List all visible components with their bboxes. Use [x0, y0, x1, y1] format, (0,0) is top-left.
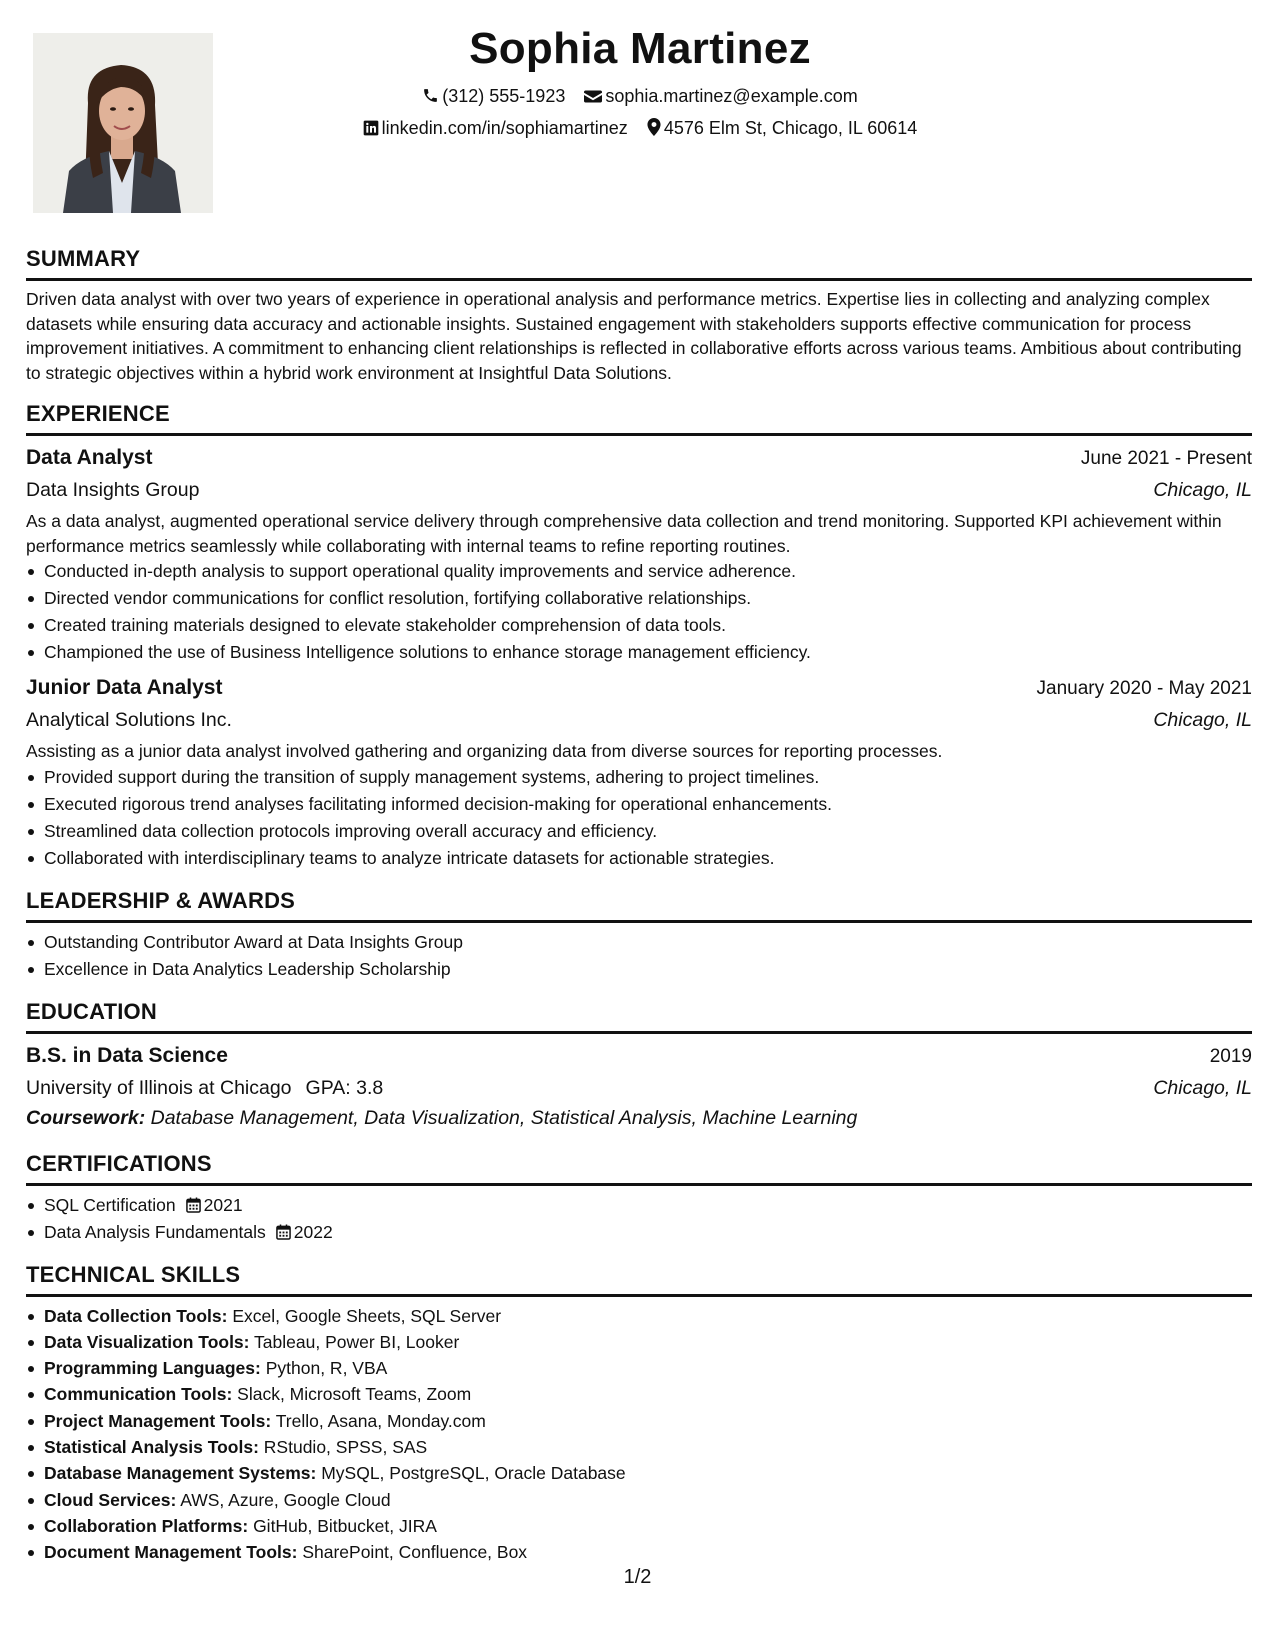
skill-label: Programming Languages:: [44, 1358, 261, 1379]
coursework-label: Coursework:: [26, 1106, 146, 1129]
experience-section: [26, 395, 1252, 872]
profile-photo: [33, 33, 213, 213]
list-item: Streamlined data collection protocols improving overall accuracy and efficiency.: [44, 818, 1252, 845]
list-item: [44, 1303, 1252, 1329]
certification-name: Data Analysis Fundamentals: [44, 1221, 266, 1242]
skill-value: AWS, Azure, Google Cloud: [180, 1489, 391, 1510]
coursework: [26, 1103, 1252, 1133]
skill-value: RStudio, SPSS, SAS: [263, 1436, 428, 1457]
leadership-section: [26, 882, 1252, 983]
skills-list: [26, 1303, 1252, 1566]
job-bullets: [26, 558, 1252, 666]
job-title: Junior Data Analyst: [26, 676, 223, 699]
summary-section: [26, 240, 1252, 385]
gpa: GPA: 3.8: [305, 1076, 384, 1099]
certification-name: SQL Certification: [44, 1194, 176, 1215]
phone-contact: [422, 80, 565, 112]
skill-label: Database Management Systems:: [44, 1463, 317, 1484]
school-line: [26, 1073, 1252, 1103]
certification-year-text: 2021: [203, 1194, 243, 1215]
list-item: [44, 1192, 1252, 1219]
job-header: [26, 442, 1252, 475]
list-item: [44, 1329, 1252, 1355]
skill-value: Excel, Google Sheets, SQL Server: [232, 1305, 502, 1326]
envelope-icon: [584, 89, 602, 104]
job-title: Data Analyst: [26, 446, 153, 469]
section-title: EDUCATION: [26, 993, 1252, 1034]
list-item: Provided support during the transition of supply management systems, adhering to project timelines.: [44, 764, 1252, 791]
street-address: 4576 Elm St, Chicago, IL 60614: [663, 118, 918, 138]
section-title: SUMMARY: [26, 240, 1252, 281]
job-description: Assisting as a junior data analyst involved gathering and organizing data from diverse sources for reporting processes.: [26, 741, 943, 761]
list-item: [44, 1355, 1252, 1381]
job-subheader: [26, 475, 1252, 505]
phone-icon: [422, 87, 439, 104]
page-number: 1/2: [623, 1566, 652, 1588]
skill-label: Communication Tools:: [44, 1384, 233, 1405]
job-company: Analytical Solutions Inc.: [26, 709, 232, 731]
job-header: [26, 672, 1252, 705]
address-contact: [647, 112, 918, 144]
skill-label: Collaboration Platforms:: [44, 1515, 249, 1536]
section-title: LEADERSHIP & AWARDS: [26, 882, 1252, 923]
skill-label: Data Collection Tools:: [44, 1305, 228, 1326]
email-contact: [584, 80, 857, 112]
awards-list: [26, 929, 1252, 983]
graduation-year: 2019: [1209, 1045, 1252, 1067]
job-subheader: [26, 705, 1252, 735]
contact-line-1: [240, 80, 1040, 112]
section-title: EXPERIENCE: [26, 395, 1252, 436]
skill-value: Tableau, Power BI, Looker: [254, 1331, 460, 1352]
list-item: [44, 1219, 1252, 1246]
linkedin-icon: [363, 120, 379, 136]
job-location: Chicago, IL: [1153, 479, 1252, 501]
linkedin-contact: [363, 112, 628, 144]
certification-year: [266, 1222, 333, 1242]
skill-value: Slack, Microsoft Teams, Zoom: [237, 1384, 472, 1405]
section-title: CERTIFICATIONS: [26, 1145, 1252, 1186]
job-bullets: [26, 764, 1252, 872]
skills-section: [26, 1256, 1252, 1566]
list-item: [44, 1539, 1252, 1565]
calendar-icon: [186, 1197, 201, 1213]
skill-value: SharePoint, Confluence, Box: [302, 1542, 528, 1563]
list-item: Outstanding Contributor Award at Data Insights Group: [44, 929, 1252, 956]
job-dates: June 2021 - Present: [1080, 448, 1252, 469]
job-description: As a data analyst, augmented operational service delivery through comprehensive data collection and trend monitoring. Supported KPI achievement within performance metrics seamlessly while collaborating with internal teams to refine reporting routines.: [26, 511, 1222, 556]
education-section: [26, 993, 1252, 1133]
degree-title: B.S. in Data Science: [26, 1043, 228, 1067]
school-name: University of Illinois at Chicago: [26, 1076, 292, 1099]
list-item: Directed vendor communications for conflict resolution, fortifying collaborative relationships.: [44, 585, 1252, 612]
skill-label: Cloud Services:: [44, 1489, 177, 1510]
phone-number[interactable]: (312) 555-1923: [442, 86, 566, 106]
certification-year: [176, 1195, 243, 1215]
job-company: Data Insights Group: [26, 479, 200, 501]
school-info: [26, 1073, 383, 1103]
skill-value: Trello, Asana, Monday.com: [275, 1410, 486, 1431]
degree-header: [26, 1040, 1252, 1073]
linkedin-url[interactable]: linkedin.com/in/sophiamartinez: [381, 118, 628, 138]
section-title: TECHNICAL SKILLS: [26, 1256, 1252, 1297]
skill-value: GitHub, Bitbucket, JIRA: [253, 1515, 437, 1536]
candidate-name: Sophia Martinez: [469, 24, 811, 73]
skill-value: Python, R, VBA: [265, 1358, 388, 1379]
certification-year-text: 2022: [293, 1221, 333, 1242]
skill-value: MySQL, PostgreSQL, Oracle Database: [321, 1463, 626, 1484]
list-item: [44, 1381, 1252, 1407]
job-dates: January 2020 - May 2021: [1036, 678, 1252, 699]
certifications-section: [26, 1145, 1252, 1246]
certifications-list: [26, 1192, 1252, 1246]
job-entry: [26, 672, 1252, 872]
list-item: Excellence in Data Analytics Leadership Scholarship: [44, 956, 1252, 983]
coursework-list: Database Management, Data Visualization, Statistical Analysis, Machine Learning: [150, 1106, 858, 1129]
summary-text: Driven data analyst with over two years of experience in operational analysis and performance metrics. Expertise lies in collecting and analyzing complex datasets while ensuring data accuracy and actionable insights. Sustained engagement with stakeholders supports effective communication for process improvement initiatives. A commitment to enhancing client relationships is reflected in collaborative efforts across various teams. Ambitious about contributing to strategic objectives within a hybrid work environment at Insightful Data Solutions.: [26, 289, 1242, 383]
list-item: Created training materials designed to elevate stakeholder comprehension of data tools.: [44, 612, 1252, 639]
list-item: [44, 1513, 1252, 1539]
list-item: [44, 1487, 1252, 1513]
list-item: [44, 1460, 1252, 1486]
job-location: Chicago, IL: [1153, 709, 1252, 731]
email-address[interactable]: sophia.martinez@example.com: [605, 86, 858, 106]
list-item: Championed the use of Business Intelligence solutions to enhance storage management efficiency.: [44, 639, 1252, 666]
list-item: [44, 1434, 1252, 1460]
resume-body: [26, 240, 1252, 1575]
skill-label: Statistical Analysis Tools:: [44, 1436, 259, 1457]
list-item: [44, 1408, 1252, 1434]
resume-header: [240, 18, 1040, 144]
list-item: Collaborated with interdisciplinary teams to analyze intricate datasets for actionable strategies.: [44, 845, 1252, 872]
calendar-icon: [276, 1224, 291, 1240]
list-item: Conducted in-depth analysis to support operational quality improvements and service adherence.: [44, 558, 1252, 585]
contact-line-2: [240, 112, 1040, 144]
skill-label: Data Visualization Tools:: [44, 1331, 250, 1352]
map-pin-icon: [647, 118, 661, 136]
list-item: Executed rigorous trend analyses facilitating informed decision-making for operational enhancements.: [44, 791, 1252, 818]
skill-label: Project Management Tools:: [44, 1410, 272, 1431]
job-entry: [26, 442, 1252, 666]
school-location: Chicago, IL: [1153, 1076, 1252, 1099]
skill-label: Document Management Tools:: [44, 1542, 298, 1563]
